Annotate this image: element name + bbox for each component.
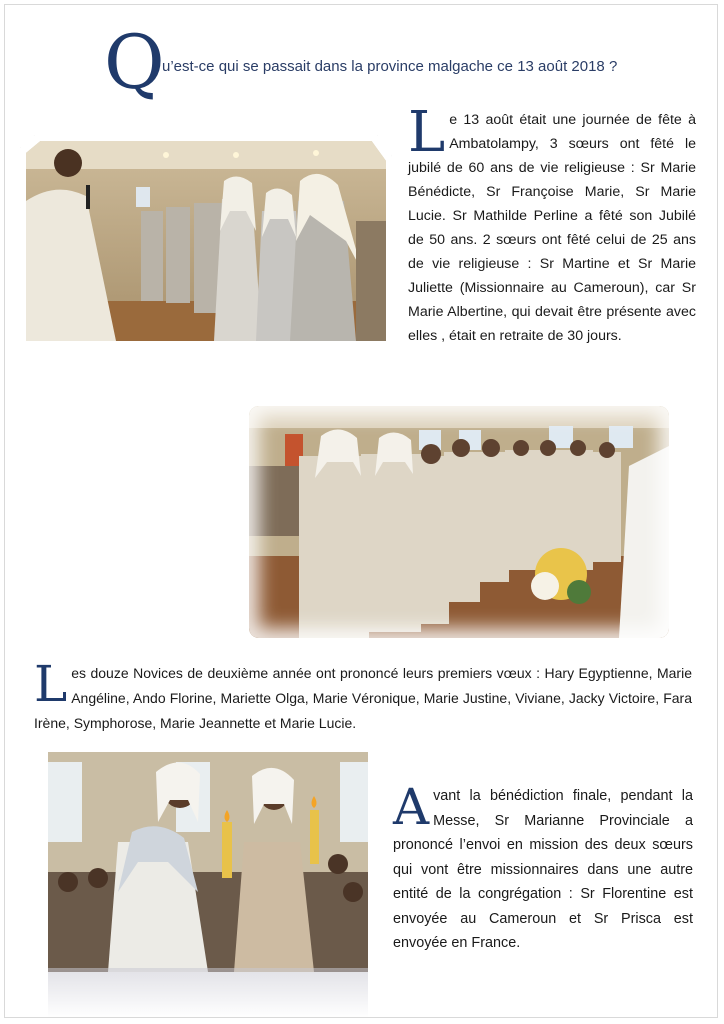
jubilee-ceremony-photo [20,135,392,347]
paragraph3-dropcap: A [393,778,430,836]
mission-sending-photo [48,752,368,972]
photo3-reflection [48,968,368,1018]
paragraph3-text: vant la bénédiction finale, pendant la Messe, Sr Marianne Provinciale a prononcé l’envoi en mission des deux sœurs qui vont être missionnaires dans une autre entité de la congrégation : Sr Florentine est envoyée au Cameroun et Sr Prisca est envoyée en France. [393,788,693,951]
paragraph1-dropcap: L [408,100,446,165]
page-title [104,20,664,106]
paragraph2-dropcap: L [34,655,68,713]
paragraph2-text: es douze Novices de deuxième année ont prononcé leurs premiers vœux : Hary Egyptienne, Marie Angéline, Ando Florine, Mariette Olga, Marie Véronique, Marie Justine, Viviane, Jacky Victoire, Fara Irène, Symphorose, Marie Jeannette et Marie Lucie. [34,665,692,731]
paragraph-jubilee [408,100,696,348]
paragraph1-text: e 13 août était une journée de fête à Ambatolampy, 3 sœurs ont fêté le jubilé de 60 ans de vie religieuse : Sr Marie Bénédicte, Sr Françoise Marie, Sr Marie Lucie. Sr Mathilde Perline a fêté son Jubilé de 50 ans. 2 sœurs ont fêté celui de 25 ans de vie religieuse : Sr Martine et Sr Marie Juliette (Missionnaire au Cameroun), car Sr Marie Albertine, qui devait être présente avec elles , était en retraite de 30 jours. [408,112,696,344]
novices-vows-photo [249,406,669,638]
title-text: u’est-ce qui se passait dans la province malgache ce 13 août 2018 ? [162,58,618,75]
paragraph-mission [393,778,693,956]
title-dropcap: Q [104,20,165,106]
paragraph-novices [34,655,692,736]
